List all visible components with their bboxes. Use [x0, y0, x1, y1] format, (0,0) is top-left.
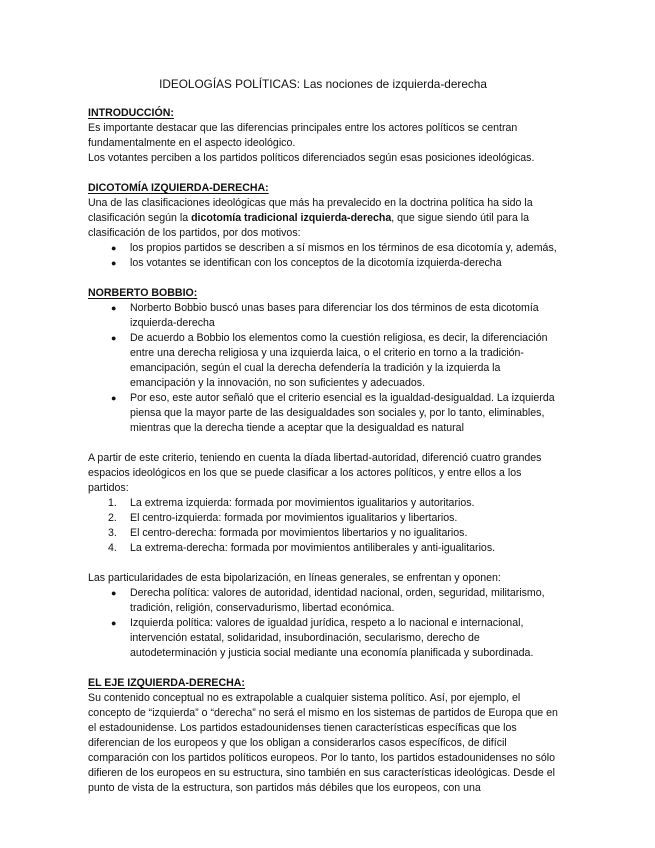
intro-paragraph-1: Es importante destacar que las diferencias principales entre los actores políticos se centran fundamentalmente en el aspecto ideológico.	[88, 122, 518, 149]
list-item-text: La extrema izquierda: formada por movimientos igualitarios y autoritarios.	[130, 497, 475, 509]
particularidades-bullet-list	[88, 586, 558, 661]
bullet-icon: ●	[111, 618, 117, 628]
section-heading-bobbio: NORBERTO BOBBIO:	[88, 287, 198, 299]
spacer	[88, 166, 558, 181]
list-number: 2.	[108, 512, 117, 524]
list-item-text: los propios partidos se describen a sí mismos en los términos de esa dicotomía y, además,	[130, 242, 557, 254]
section-heading-introduccion: INTRODUCCIÓN:	[88, 107, 174, 119]
dicotomia-bullet-list	[88, 241, 558, 271]
list-item	[88, 496, 558, 511]
list-item-text: los votantes se identifican con los conceptos de la dicotomía izquierda-derecha	[130, 257, 502, 269]
document-title: IDEOLOGÍAS POLÍTICAS: Las nociones de izquierda-derecha	[159, 77, 487, 91]
list-item	[88, 511, 558, 526]
document-body	[88, 77, 558, 796]
section-eje	[88, 676, 558, 796]
list-number: 4.	[108, 542, 117, 554]
list-item-text: El centro-izquierda: formada por movimientos igualitarios y libertarios.	[130, 512, 458, 524]
list-item-text: La extrema-derecha: formada por movimientos antiliberales y anti-igualitarios.	[130, 542, 496, 554]
list-item	[88, 256, 558, 271]
list-item-text: De acuerdo a Bobbio los elementos como la cuestión religiosa, es decir, la diferenciación entre una derecha religiosa y una izquierda laica, o el criterio en torno a la tradición-emancipación, según el cual la derecha defendería la tradición y la izquierda la emancipación y la innovación, no son suficientes y adecuados.	[130, 332, 548, 389]
spacer	[88, 271, 558, 286]
list-item	[88, 331, 558, 391]
list-item-text: Norberto Bobbio buscó unas bases para diferenciar los dos términos de esta dicotomía izquierda-derecha	[130, 302, 539, 329]
list-item	[88, 391, 558, 436]
list-item	[88, 616, 558, 661]
dicotomia-bold-term: dicotomía tradicional izquierda-derecha	[191, 212, 392, 224]
particularidades-paragraph: Las particularidades de esta bipolarización, en líneas generales, se enfrentan y oponen:	[88, 572, 501, 584]
dicotomia-text-after: , que sigue siendo útil para la clasificación de los partidos, por dos motivos:	[88, 212, 530, 239]
list-item	[88, 241, 558, 256]
list-item-text: El centro-derecha: formada por movimientos libertarios y no igualitarios.	[130, 527, 468, 539]
section-criterio	[88, 451, 558, 556]
list-item	[88, 586, 558, 616]
section-particularidades	[88, 571, 558, 661]
bullet-icon: ●	[111, 588, 117, 598]
bobbio-bullet-list	[88, 301, 558, 436]
eje-paragraph: Su contenido conceptual no es extrapolable a cualquier sistema político. Así, por ejemplo, el concepto de “izquierda” o “derecha” no será el mismo en los sistemas de partidos de Europa que en el estadounidense. Los partidos estadounidenses tienen características específicas que los diferencian de los europeos y que los obligan a considerarlos casos específicos, de difícil comparación con los partidos políticos europeos. Por lo tanto, los partidos estadounidenses no sólo difieren de los europeos en su estructura, sino también en sus características ideológicas. Desde el punto de vista de la estructura, son partidos más débiles que los europeos, con una	[88, 692, 558, 794]
section-heading-eje: EL EJE IZQUIERDA-DERECHA:	[88, 677, 245, 689]
bullet-icon: ●	[111, 258, 117, 268]
intro-paragraph-2: Los votantes perciben a los partidos políticos diferenciados según esas posiciones ideológicas.	[88, 152, 535, 164]
dicotomia-text-before: Una de las clasificaciones ideológicas que más ha prevalecido en la doctrina política ha sido la clasificación según la	[88, 197, 533, 224]
list-item-text: Derecha política: valores de autoridad, identidad nacional, orden, seguridad, militarismo, tradición, religión, conservadurismo, libertad económica.	[130, 587, 545, 614]
criterio-paragraph: A partir de este criterio, teniendo en cuenta la díada libertad-autoridad, diferenció cuatro grandes espacios ideológicos en los que se puede clasificar a los actores políticos, y entre ellos a los partidos:	[88, 452, 542, 494]
list-item-text: Izquierda política: valores de igualdad jurídica, respeto a lo nacional e internacional, intervención estatal, solidaridad, insubordinación, secularismo, derecho de autodeterminación y justicia social mediante una economía planificada y subordinada.	[130, 617, 534, 659]
section-heading-dicotomia: DICOTOMÍA IZQUIERDA-DERECHA:	[88, 182, 269, 194]
section-introduccion	[88, 106, 558, 166]
list-number: 1.	[108, 497, 117, 509]
bullet-icon: ●	[111, 303, 117, 313]
bullet-icon: ●	[111, 333, 117, 343]
list-item	[88, 301, 558, 331]
section-dicotomia	[88, 181, 558, 271]
list-item	[88, 526, 558, 541]
list-item	[88, 541, 558, 556]
criterio-numbered-list	[88, 496, 558, 556]
spacer	[88, 556, 558, 571]
spacer	[88, 661, 558, 676]
bullet-icon: ●	[111, 393, 117, 403]
list-item-text: Por eso, este autor señaló que el criterio esencial es la igualdad-desigualdad. La izquierda piensa que la mayor parte de las desigualdades son sociales y, por lo tanto, eliminables, mientras que la derecha tiende a aceptar que la desigualdad es natural	[130, 392, 555, 434]
spacer	[88, 436, 558, 451]
bullet-icon: ●	[111, 243, 117, 253]
list-number: 3.	[108, 527, 117, 539]
section-bobbio	[88, 286, 558, 436]
dicotomia-paragraph	[88, 196, 558, 241]
